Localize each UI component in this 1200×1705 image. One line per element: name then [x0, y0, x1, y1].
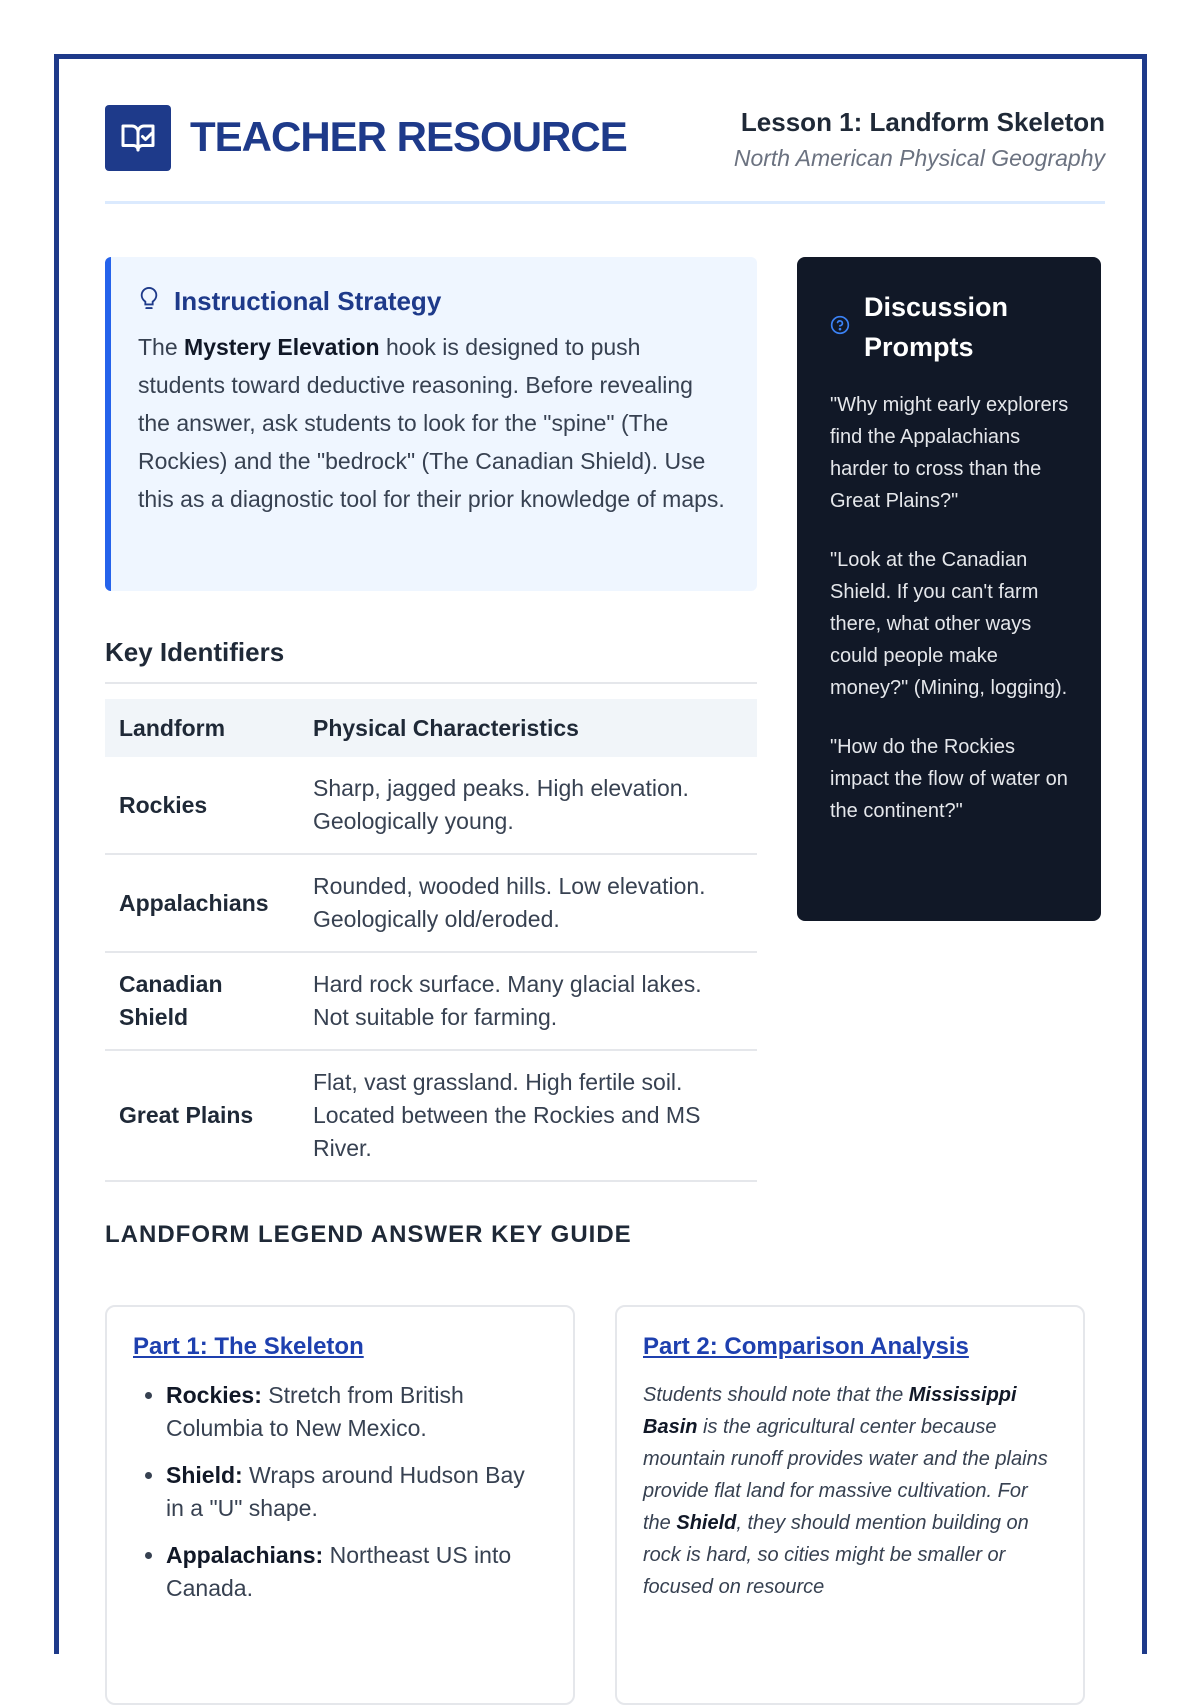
part2-link[interactable]: Part 2: Comparison Analysis	[643, 1333, 969, 1360]
strategy-text: The Mystery Elevation hook is designed to push students toward deductive reasoning. Before revealing the answer, ask students to look for the "spine" (The Rockies) and the "bedrock" (The Canadian Shield). Use this as a diagnostic tool for their prior knowledge of maps.	[138, 334, 725, 512]
brand-title: TEACHER RESOURCE	[190, 113, 627, 160]
strategy-heading	[138, 285, 729, 318]
column-header: Landform	[105, 699, 299, 757]
question-circle-icon	[830, 315, 850, 340]
table-header-row	[105, 699, 757, 757]
resource-sheet	[54, 54, 1147, 1654]
characteristics-cell: Hard rock surface. Many glacial lakes. Not suitable for farming.	[299, 952, 757, 1050]
part1-card	[105, 1305, 575, 1705]
part2-text: Students should note that the Mississippi Basin is the agricultural center because mountain runoff provides water and the plains provide flat land for massive cultivation. For the Shield, they should mention building on rock is hard, so cities might be smaller or focused on resource	[643, 1384, 1048, 1598]
table-row	[105, 952, 757, 1050]
lesson-subtitle: North American Physical Geography	[733, 145, 1105, 171]
prompts-title: Discussion Prompts	[864, 292, 1009, 362]
list-item: • Rockies: Stretch from British Columbia to New Mexico.	[166, 1379, 547, 1445]
instructional-strategy-box	[105, 257, 757, 591]
logo	[105, 105, 171, 171]
table-row	[105, 757, 757, 854]
strategy-title: Instructional Strategy	[174, 286, 442, 316]
list-item: • Appalachians: Northeast US into Canada.	[166, 1539, 547, 1605]
part1-list	[133, 1379, 547, 1605]
lesson-title: Lesson 1: Landform Skeleton	[740, 107, 1105, 137]
part1-link[interactable]: Part 1: The Skeleton	[133, 1333, 364, 1360]
key-identifiers-table	[105, 699, 757, 1182]
characteristics-cell: Flat, vast grassland. High fertile soil. Located between the Rockies and MS River.	[299, 1050, 757, 1181]
column-header: Physical Characteristics	[299, 699, 757, 757]
legend-title: LANDFORM LEGEND ANSWER KEY GUIDE	[105, 1221, 632, 1248]
table-row	[105, 1050, 757, 1181]
characteristics-cell: Rounded, wooded hills. Low elevation. Geologically old/eroded.	[299, 854, 757, 952]
part2-card	[615, 1305, 1085, 1705]
landform-cell: Rockies	[105, 757, 299, 854]
header	[105, 105, 1105, 204]
discussion-prompts-panel	[797, 257, 1101, 921]
characteristics-cell: Sharp, jagged peaks. High elevation. Geologically young.	[299, 757, 757, 854]
prompt-item: "Why might early explorers find the Appalachians harder to cross than the Great Plains?"	[830, 394, 1069, 512]
prompt-item: "How do the Rockies impact the flow of water on the continent?"	[830, 736, 1068, 822]
landform-cell: Canadian Shield	[105, 952, 299, 1050]
prompt-item: "Look at the Canadian Shield. If you can't farm there, what other ways could people make money?" (Mining, logging).	[830, 549, 1068, 699]
landform-cell: Appalachians	[105, 854, 299, 952]
book-check-icon	[120, 120, 156, 156]
table-row	[105, 854, 757, 952]
lightbulb-icon	[138, 285, 160, 318]
landform-cell: Great Plains	[105, 1050, 299, 1181]
key-identifiers-title: Key Identifiers	[105, 637, 757, 684]
prompts-heading	[830, 287, 1071, 367]
list-item: • Shield: Wraps around Hudson Bay in a "U" shape.	[166, 1459, 547, 1525]
